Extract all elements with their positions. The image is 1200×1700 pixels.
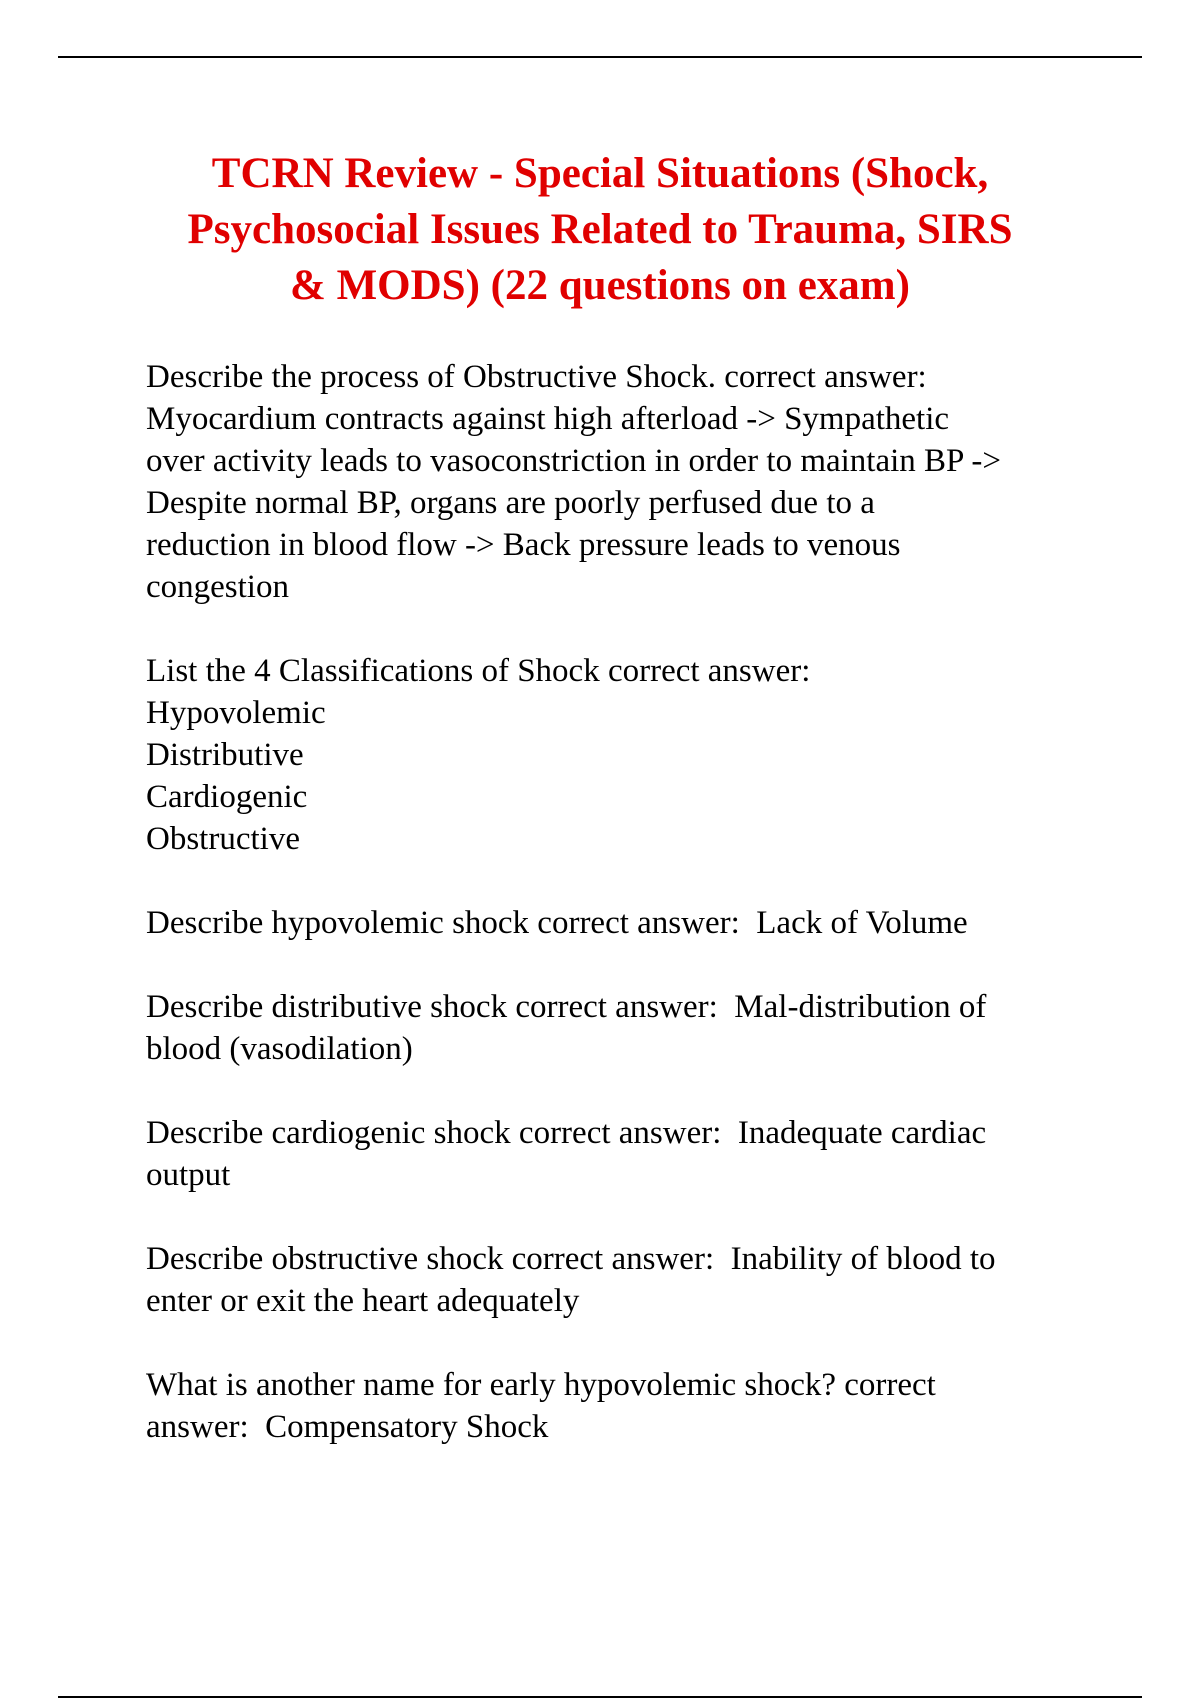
text-line: Despite normal BP, organs are poorly perfused due to a — [146, 485, 875, 521]
qa-item-cardiogenic — [146, 1112, 1146, 1196]
title-line: Psychosocial Issues Related to Trauma, SIRS — [187, 206, 1013, 253]
text-line: reduction in blood flow -> Back pressure leads to venous — [146, 527, 901, 563]
qa-item-obstructive-process — [146, 356, 1146, 608]
text-line: List the 4 Classifications of Shock correct answer: — [146, 653, 811, 689]
text-line: blood (vasodilation) — [146, 1031, 413, 1067]
text-line: Describe cardiogenic shock correct answer: Inadequate cardiac — [146, 1115, 987, 1151]
text-line: output — [146, 1157, 231, 1193]
text-line: Hypovolemic — [146, 695, 326, 731]
text-line: Myocardium contracts against high afterload -> Sympathetic — [146, 401, 950, 437]
title-line: & MODS) (22 questions on exam) — [290, 262, 910, 309]
text-line: What is another name for early hypovolemic shock? correct — [146, 1367, 936, 1403]
qa-item-classifications — [146, 650, 1146, 860]
footer-rule — [58, 1696, 1142, 1698]
qa-item-distributive — [146, 986, 1146, 1070]
title-line: TCRN Review - Special Situations (Shock, — [211, 150, 989, 197]
text-line: enter or exit the heart adequately — [146, 1283, 580, 1319]
text-line: over activity leads to vasoconstriction in order to maintain BP -> — [146, 443, 1002, 479]
text-line: Distributive — [146, 737, 304, 773]
qa-item-early-hypovolemic — [146, 1364, 1146, 1448]
text-line: Describe obstructive shock correct answer: Inability of blood to — [146, 1241, 996, 1277]
document-title — [100, 146, 1100, 314]
qa-item-obstructive — [146, 1238, 1146, 1322]
text-line: Describe distributive shock correct answer: Mal-distribution of — [146, 989, 987, 1025]
text-line: Obstructive — [146, 821, 300, 857]
text-line: Describe hypovolemic shock correct answer: Lack of Volume — [146, 905, 968, 941]
text-line: Describe the process of Obstructive Shock. correct answer: — [146, 359, 927, 395]
text-line: Cardiogenic — [146, 779, 308, 815]
text-line: answer: Compensatory Shock — [146, 1409, 549, 1445]
text-line: congestion — [146, 569, 289, 605]
qa-item-hypovolemic — [146, 902, 1146, 944]
document-body — [146, 356, 1146, 1490]
header-rule — [58, 56, 1142, 58]
